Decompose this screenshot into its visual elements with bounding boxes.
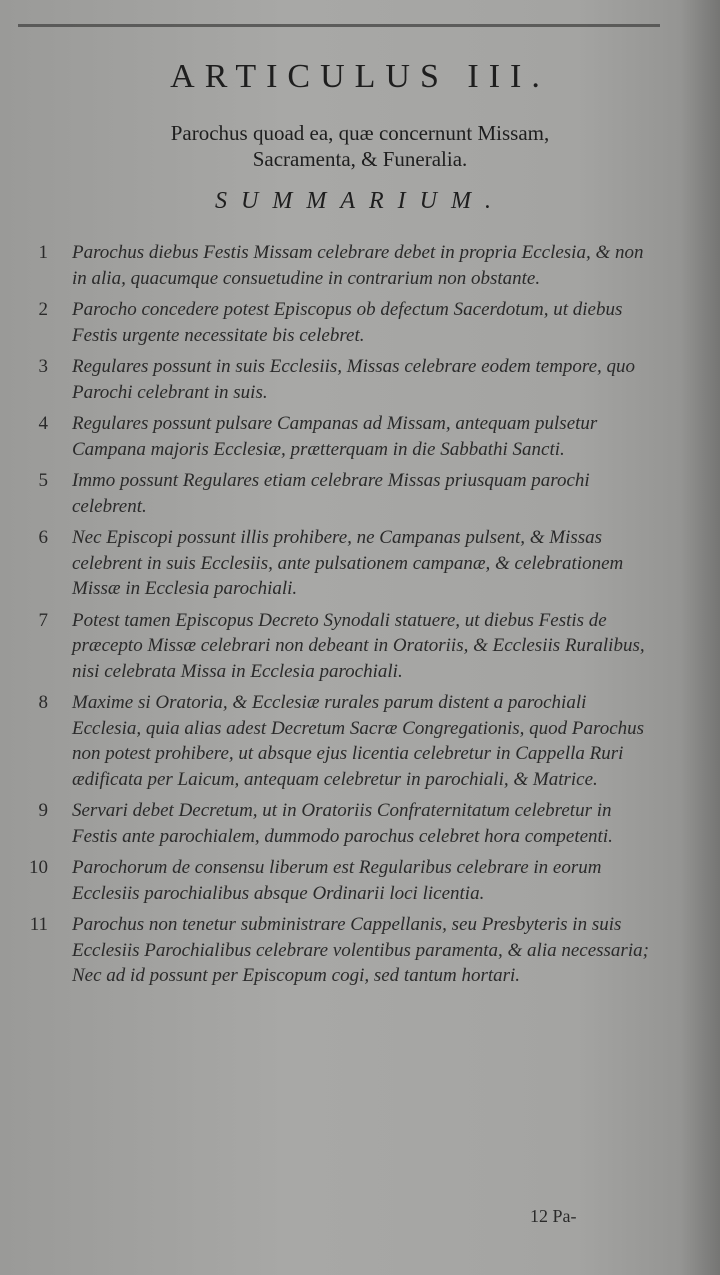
item-text: Immo possunt Regulares etiam celebrare Missas priusquam parochi celebrent.: [72, 470, 590, 517]
list-item: [10, 690, 650, 792]
item-text: Nec Episcopi possunt illis prohibere, ne Campanas pulsent, & Missas celebrent in suis Ecclesiis, ante pulsationem campanæ, & celebrationem Missæ in Ecclesia parochiali.: [72, 527, 624, 599]
item-number: 2: [38, 299, 48, 320]
item-number: 8: [38, 692, 48, 713]
list-item: [10, 240, 650, 291]
list-item: [10, 855, 650, 906]
item-number: 3: [38, 356, 48, 377]
list-item: [10, 354, 650, 405]
item-number: 10: [29, 857, 48, 878]
top-rule: [18, 24, 660, 27]
item-number: 4: [38, 413, 48, 434]
list-item: [10, 468, 650, 519]
item-text: Potest tamen Episcopus Decreto Synodali statuere, ut diebus Festis de præcepto Missæ celebrari non debeant in Oratoriis, & Ecclesiis Ruralibus, nisi celebrata Missa in Ecclesia parochiali.: [72, 609, 645, 682]
list-item: [10, 525, 650, 602]
page-edge-shadow: [680, 0, 720, 1275]
item-text: Parochorum de consensu liberum est Regularibus celebrare in eorum Ecclesiis parochialibus absque Ordinarii loci licentia.: [72, 857, 602, 904]
subtitle-line-1: Parochus quoad ea, quæ concernunt Missam,: [170, 121, 550, 145]
subtitle-line-2: Sacramenta, & Funeralia.: [252, 147, 468, 171]
item-text: Maxime si Oratoria, & Ecclesiæ rurales parum distent a parochiali Ecclesia, quia alias adest Decretum Sacræ Congregationis, quod Parochus non potest prohibere, ut absque ejus licentia celebretur in Cappella Ruri ædificata per Laicum, antequam celebretur in parochiali, & Matrice.: [72, 692, 645, 790]
list-item: [10, 798, 650, 849]
item-number: 11: [29, 914, 48, 935]
item-number: 5: [38, 470, 48, 491]
item-text: Parochus diebus Festis Missam celebrare debet in propria Ecclesia, & non in alia, quacumque consuetudine in contrarium non obstante.: [72, 242, 644, 289]
list-item: [10, 608, 650, 685]
list-item: [10, 297, 650, 348]
item-number: 6: [38, 527, 48, 548]
list-item: [10, 411, 650, 462]
catchword: 12 Pa-: [530, 1206, 577, 1226]
item-number: 1: [38, 242, 48, 263]
list-item: [10, 912, 650, 989]
summary-list: [10, 240, 650, 995]
summary-title: SUMMARIUM.: [215, 188, 505, 214]
item-number: 7: [38, 609, 48, 631]
item-text: Parocho concedere potest Episcopus ob defectum Sacerdotum, ut diebus Festis urgente necessitate bis celebret.: [72, 299, 623, 346]
item-text: Parochus non tenetur subministrare Cappellanis, seu Presbyteris in suis Ecclesiis Parochialibus celebrare volentibus paramenta, & alia necessaria; Nec ad id possunt per Episcopum cogi, sed tantum hortari.: [72, 914, 649, 986]
article-subtitle: [0, 120, 720, 172]
article-title: ARTICULUS III.: [170, 58, 550, 95]
item-number: 9: [38, 800, 48, 821]
item-text: Regulares possunt pulsare Campanas ad Missam, antequam pulsetur Campana majoris Ecclesiæ, prætterquam in die Sabbathi Sancti.: [72, 413, 598, 460]
item-text: Regulares possunt in suis Ecclesiis, Missas celebrare eodem tempore, quo Parochi celebrant in suis.: [72, 356, 636, 403]
item-text: Servari debet Decretum, ut in Oratoriis Confraternitatum celebretur in Festis ante parochialem, dummodo parochus celebret hora competenti.: [72, 800, 613, 847]
